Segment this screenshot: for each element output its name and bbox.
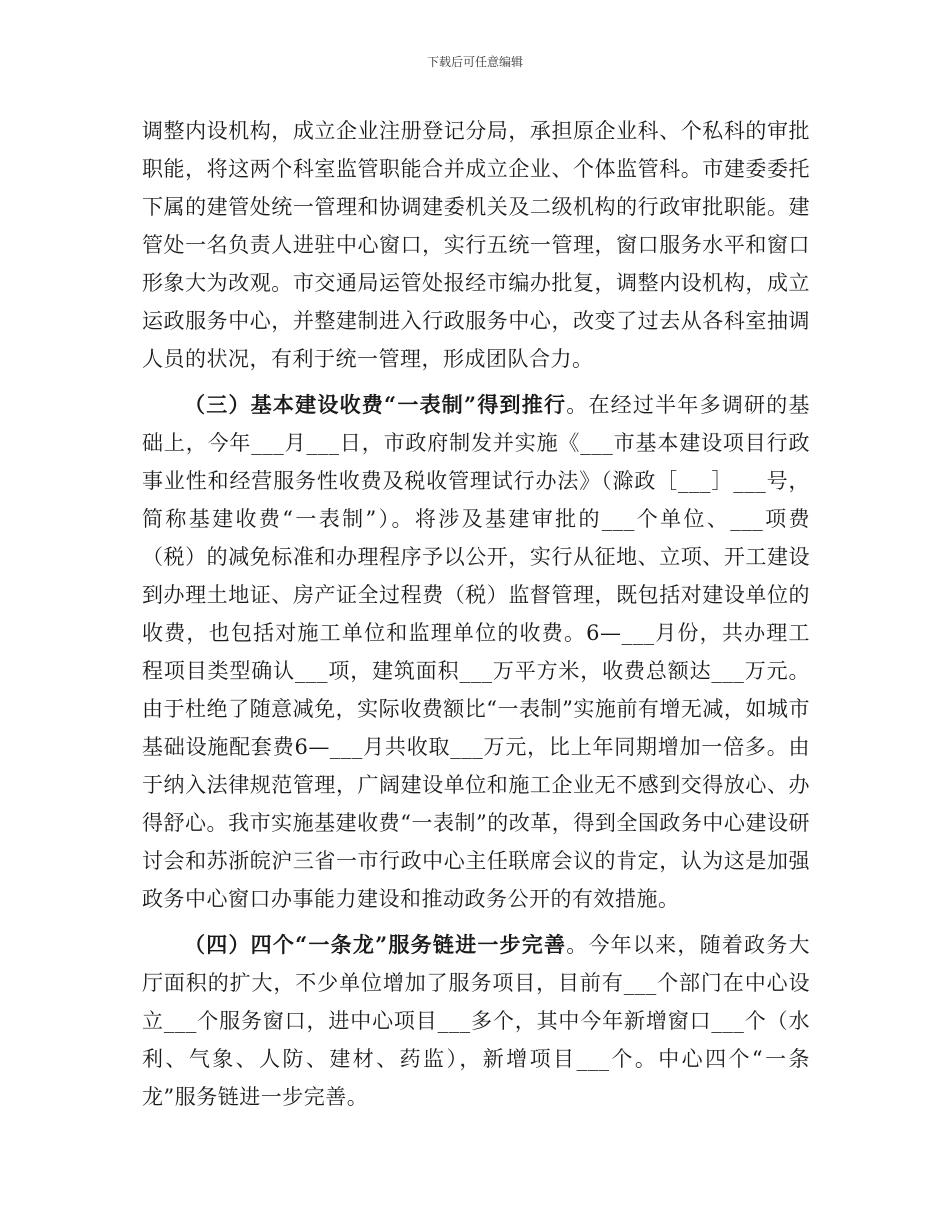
paragraph-1-text: 调整内设机构，成立企业注册登记分局，承担原企业科、个私科的审批职能，将这两个科室监管职能合并成立企业、个体监管科。市建委委托下属的建管处统一管理和协调建委机关及二级机构的行政审批职能。建管处一名负责人进驻中心窗口，实行五统一管理，窗口服务水平和窗口形象大为改观。市交通局运管处报经市编办批复，调整内设机构，成立运政服务中心，并整建制进入行政服务中心，改变了过去从各科室抽调人员的状况，有利于统一管理，形成团队合力。: [142, 119, 810, 371]
paragraph-1: [142, 112, 810, 378]
paragraph-3: [142, 926, 810, 1116]
page-header: 下载后可任意编辑: [426, 55, 523, 69]
document-body: [142, 112, 810, 1116]
paragraph-2-text: 。在经过半年多调研的基础上，今年___月___日，市政府制发并实施《___市基本建设项目行政事业性和经营服务性收费及税收管理试行办法》（滁政［___］___号，简称基建收费“一表制”）。将涉及基建审批的___个单位、___项费（税）的减免标准和办理程序予以公开，实行从征地、立项、开工建设到办理土地证、房产证全过程费（税）监督管理，既包括对建设单位的收费，也包括对施工单位和监理单位的收费。6—___月份，共办理工程项目类型确认___项，建筑面积___万平方米，收费总额达___万元。由于杜绝了随意减免，实际收费额比“一表制”实施前有增无减，如城市基础设施配套费6—___月共收取___万元，比上年同期增加一倍多。由于纳入法律规范管理，广阔建设单位和施工企业无不感到交得放心、办得舒心。我市实施基建收费“一表制”的改革，得到全国政务中心建设研讨会和苏浙皖沪三省一市行政中心主任联席会议的肯定，认为这是加强政务中心窗口办事能力建设和推动政务公开的有效措施。: [142, 393, 810, 911]
section-heading-4: （四）四个“一条龙”服务链进一步完善: [184, 932, 567, 957]
paragraph-2: [142, 386, 810, 918]
paragraph-3-text: 。今年以来，随着政务大厅面积的扩大，不少单位增加了服务项目，目前有___个部门在中心设立___个服务窗口，进中心项目___多个，其中今年新增窗口___个（水利、气象、人防、建材、药监），新增项目___个。中心四个“一条龙”服务链进一步完善。: [142, 933, 810, 1109]
section-heading-3: （三）基本建设收费“一表制”得到推行: [184, 392, 567, 417]
